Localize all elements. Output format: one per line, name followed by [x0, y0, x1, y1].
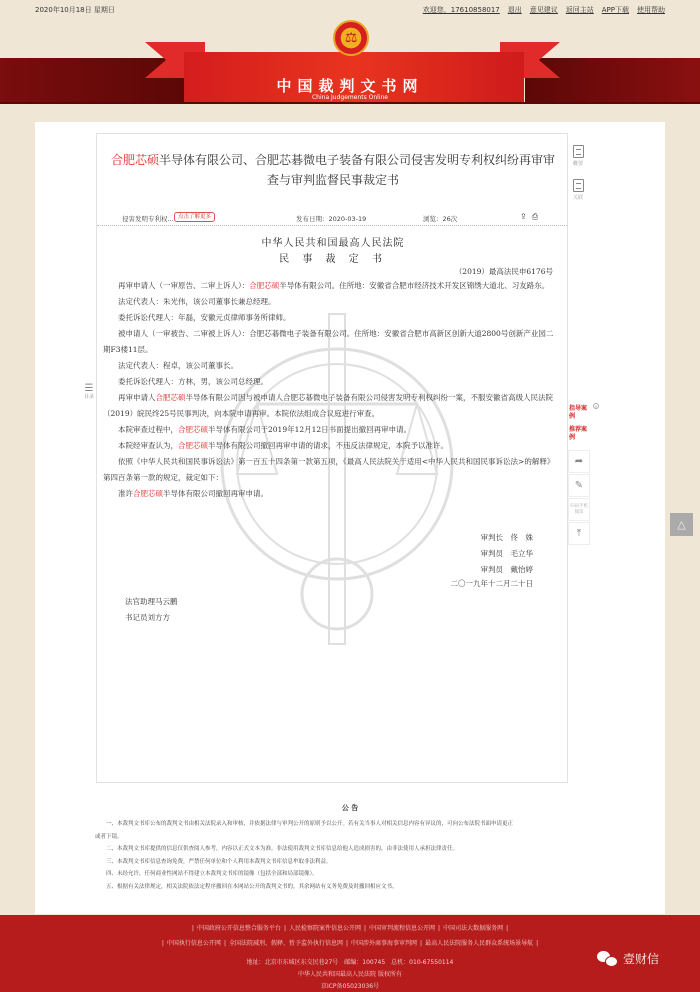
tool-stack	[568, 450, 590, 546]
home-link[interactable]: 返回主站	[565, 6, 594, 14]
footer-link[interactable]: 全国法院减刑、假释、暂予监外执行信息网	[228, 940, 343, 947]
paragraph: 本院经审查认为，合肥芯硕半导体有限公司撤回再审申请的请求，不违反法律规定，本院予以准许。	[118, 441, 448, 450]
case-links	[569, 404, 598, 447]
paragraph: 准许合肥芯硕半导体有限公司撤回再审申请。	[118, 489, 268, 498]
notice-item: 四、未经允许，任何商业性网站不得建立本裁判文书库的镜像（包括全部和局部镜像）。	[106, 871, 318, 877]
title-highlight: 合肥芯硕	[110, 153, 159, 167]
footer-link[interactable]: 中国政府公开信息整合服务平台	[196, 925, 281, 932]
court-emblem-icon: ⚖	[333, 20, 369, 56]
title-text: 半导体有限公司、合肥芯碁微电子装备有限公司侵害发明专利权纠纷再审审查与审判监督民事裁定书	[159, 153, 556, 187]
share-icon: ➦	[574, 456, 584, 467]
footer-links-row1: | 中国政府公开信息整合服务平台 | 人民检察院案件信息公开网 | 中国审判流程信息公开网 | 中国司法大数据服务网 |	[191, 925, 509, 932]
footer-copyright: 中华人民共和国最高人民法院 版权所有	[298, 971, 402, 978]
help-link[interactable]: 使用帮助	[637, 6, 665, 14]
feedback-link[interactable]: 意见建议	[529, 6, 558, 14]
document-body	[103, 278, 555, 502]
close-icon[interactable]: ×	[594, 404, 598, 409]
brand-name: 壹财信	[623, 952, 660, 966]
footer-links-row2: | 中国执行信息公开网 | 全国法院减刑、假释、暂予监外执行信息网 | 中国涉外商事海事审判网 | 最高人民法院服务人民群众系统场景导航 |	[161, 940, 539, 947]
view-count: 浏览：26次	[423, 215, 458, 223]
document-type: 民 事 裁 定 书	[279, 254, 387, 265]
footer-link[interactable]: 中国司法大数据服务网	[443, 925, 504, 932]
document-viewer	[96, 133, 568, 783]
paragraph: 本院审查过程中，合肥芯硕半导体有限公司于2019年12月12日书面提出撤回再审申请。	[118, 425, 412, 434]
scan-mobile-button[interactable]: 扫码手机阅读	[568, 498, 590, 521]
recommend-case-link[interactable]: 推荐案例	[569, 426, 588, 441]
footer-icp[interactable]: 京ICP备05023036号	[320, 983, 380, 990]
side-panel	[568, 145, 588, 213]
notice-item: 一、本裁判文书库公布的裁判文书由相关法院录入和审核，并依据法律与审判公开的原则予以公开。若有关当事人对相关信息内容有异议的，可向公布法院书面申请更正或者下镜。	[95, 821, 514, 840]
guide-case-link[interactable]: 指导案例	[569, 405, 588, 420]
pencil-icon: ✎	[574, 480, 584, 491]
paragraph: 依照《中华人民共和国民事诉讼法》第一百五十四条第一款第五项，《最高人民法院关于适用<中华人民共和国民事诉讼法>的解释》第四百条第一款的规定，裁定如下：	[103, 457, 555, 482]
court-name: 中华人民共和国最高人民法院	[261, 238, 405, 249]
paragraph: 委托诉讼代理人：方林，男，该公司总经理。	[118, 377, 268, 386]
footer-link[interactable]: 人民检察院案件信息公开网	[288, 925, 361, 932]
judge: 审判员 戴怡婷	[480, 565, 533, 574]
footer-link[interactable]: 中国审判流程信息公开网	[369, 925, 436, 932]
footer-link[interactable]: 中国涉外商事海事审判网	[351, 940, 418, 947]
download-icon[interactable]: ⇪	[520, 212, 527, 221]
notice-title: 公 告	[341, 804, 359, 812]
judge-assistant: 法官助理马云鹏	[125, 597, 178, 606]
document-icon	[573, 179, 584, 192]
summary-label: 概要	[572, 161, 583, 167]
related-label: 关联	[572, 195, 583, 201]
summary-button[interactable]	[568, 145, 588, 167]
logout-link[interactable]: 退出	[507, 6, 522, 14]
publish-date: 发布日期：2020-03-19	[296, 215, 367, 223]
document-meta	[97, 212, 568, 226]
footer-link[interactable]: 最高人民法院服务人民群众系统场景导航	[425, 940, 534, 947]
wechat-icon	[597, 951, 619, 967]
current-date: 2020年10月18日 星期日	[35, 6, 115, 14]
site-title: 中国裁判文书网	[276, 77, 424, 95]
signatures	[481, 530, 534, 578]
list-icon: ☰	[84, 383, 94, 394]
footer	[0, 915, 700, 992]
notice-body	[95, 818, 515, 893]
clerks	[125, 594, 178, 626]
paragraph: 再审申请人合肥芯硕半导体有限公司因与被申请人合肥芯碁微电子装备有限公司侵害发明专利权纠纷一案，不服安徽省高级人民法院（2019）皖民终25号民事判决，向本院申请再审。本院依法组成合议庭进行审查。	[103, 393, 553, 418]
print-icon[interactable]: ⎙	[531, 212, 539, 221]
case-number: （2019）最高法民申6176号	[454, 267, 553, 276]
paragraph: 再审申请人（一审原告、二审上诉人）：合肥芯硕半导体有限公司。住所地：安徽省合肥市经济技术开发区锦绣大道北、习友路东。	[118, 281, 550, 290]
back-to-top-button[interactable]	[568, 522, 590, 545]
notice-item: 五、根据有关法律规定，相关法院依法定程序撤回在本网站公开的裁判文书的，其余网站有义务免费及时撤回相应文书。	[106, 883, 398, 890]
banner-divider	[0, 102, 700, 104]
learn-more-button[interactable]: 点击了解更多	[174, 212, 215, 222]
presiding-judge: 审判长 佟 姝	[480, 533, 533, 542]
notice-item: 三、本裁判文书库信息查询免费，严禁任何单位和个人利用本裁判文书库信息牟取非法利益。	[106, 858, 332, 865]
wechat-brand	[597, 950, 659, 967]
document-icon	[573, 145, 584, 158]
paragraph: 法定代表人：朱光伟，该公司董事长兼总经理。	[118, 297, 276, 306]
court-clerk: 书记员刘方方	[125, 613, 170, 622]
document-title	[107, 150, 559, 190]
paragraph: 法定代表人：程卓，该公司董事长。	[118, 361, 238, 370]
share-button[interactable]	[568, 450, 590, 473]
top-links	[423, 5, 665, 15]
footer-address: 地址：北京市东城区东交民巷27号 邮编：100745 总机：010-67550114	[246, 959, 454, 966]
notice-item: 二、本裁判文书库提供的信息仅供查阅人参考，内容以正式文本为准。非法使用裁判文书库信息给他人造成损害的，由非法使用人承担法律责任。	[106, 846, 459, 852]
cause-tag[interactable]: 侵害发明专利权...	[122, 215, 174, 223]
toc-label: 目录	[83, 394, 94, 400]
note-button[interactable]	[568, 474, 590, 497]
welcome-user-link[interactable]: 欢迎您，17610858017	[422, 6, 500, 14]
sign-date: 二〇一九年十二月二十日	[450, 579, 533, 588]
floating-top-button[interactable]	[670, 513, 693, 536]
top-bar	[0, 0, 700, 20]
related-button[interactable]	[568, 179, 588, 201]
app-download-link[interactable]: APP下载	[601, 6, 629, 14]
paragraph: 被申请人（一审被告、二审被上诉人）：合肥芯碁微电子装备有限公司。住所地：安徽省合肥市高新区创新大道2800号创新产业园二期F3楼11层。	[103, 329, 554, 354]
triangle-icon: △	[677, 518, 686, 531]
arrow-up-icon: ⤒	[576, 528, 582, 539]
paragraph: 委托诉讼代理人：年磊，安徽元贞律师事务所律师。	[118, 313, 291, 322]
site-subtitle: China Judgements Online	[311, 94, 388, 101]
judge: 审判员 毛立华	[480, 549, 533, 558]
footer-link[interactable]: 中国执行信息公开网	[166, 940, 221, 947]
